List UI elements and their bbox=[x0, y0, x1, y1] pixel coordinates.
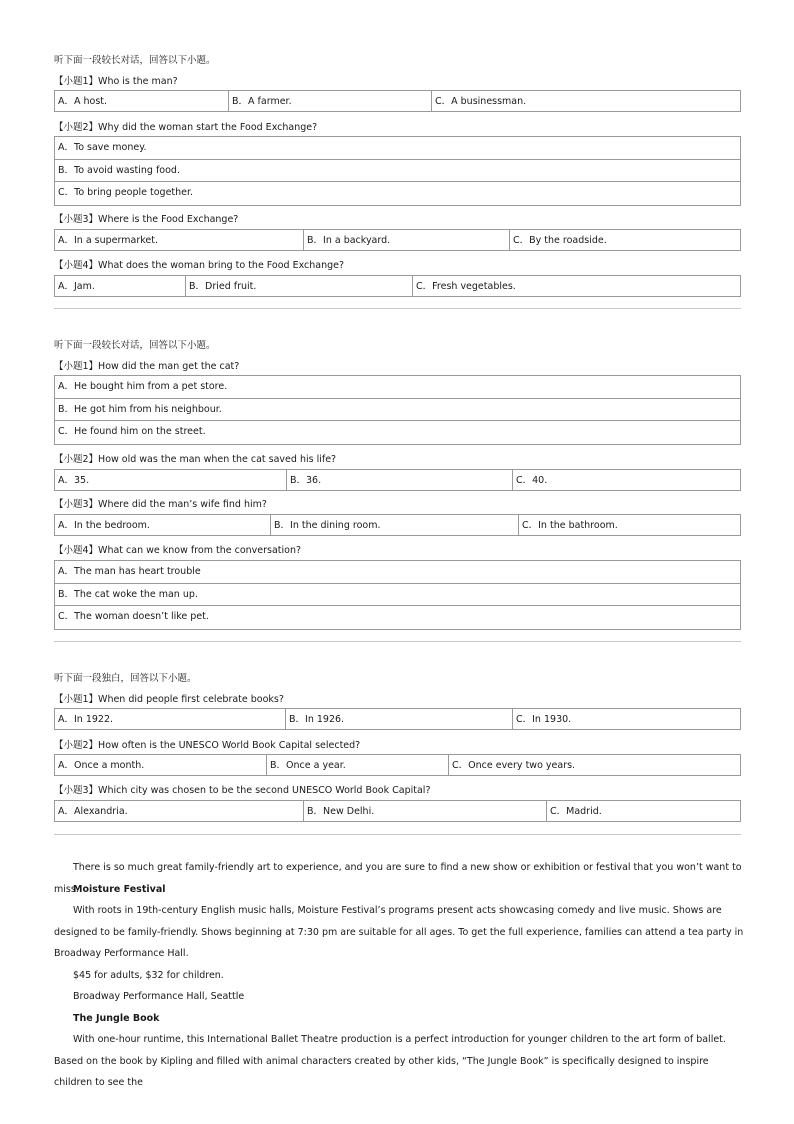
option-b[interactable]: B．In 1926. bbox=[286, 709, 513, 729]
option-a[interactable]: A．A host. bbox=[55, 91, 229, 111]
option-c[interactable]: C．A businessman. bbox=[435, 96, 527, 107]
moisture-festival-paragraph: With roots in 19th-century English music halls, Moisture Festival’s programs present acts showcasing comedy and live music. Shows are designed to be family-friendly. Shows beginning at 7:30 pm are suitable for all ages. To get the full experience, families can attend a tea party in Broadway Performance Hall. bbox=[54, 905, 744, 959]
s1-question-1: 【小题1】Who is the man? bbox=[54, 76, 178, 87]
s1-question-3: 【小题3】Where is the Food Exchange? bbox=[54, 214, 239, 225]
s2-q3-options bbox=[54, 514, 741, 536]
s3-question-2: 【小题2】How often is the UNESCO World Book Capital selected? bbox=[54, 740, 361, 751]
option-a[interactable]: A．In the bedroom. bbox=[55, 515, 271, 535]
s2-question-4: 【小题4】What can we know from the conversation? bbox=[54, 545, 302, 556]
s1-q2-options bbox=[54, 136, 741, 206]
option-b[interactable]: B．New Delhi. bbox=[304, 801, 547, 821]
jungle-book-paragraph: With one-hour runtime, this International Ballet Theatre production is a perfect introduction for younger children to the art form of ballet. Based on the book by Kipling and filled with animal characters created by other kids, “The Jungle Book” is specifically designed to inspire children to see the bbox=[54, 1034, 726, 1088]
section-divider bbox=[54, 641, 741, 642]
s1-question-4: 【小题4】What does the woman bring to the Food Exchange? bbox=[54, 260, 345, 271]
option-c[interactable]: C．Once every two years. bbox=[452, 760, 576, 771]
option-a[interactable]: A．In a supermarket. bbox=[55, 230, 304, 250]
option-a[interactable]: A．35. bbox=[55, 470, 287, 490]
s1-q4-options bbox=[54, 275, 741, 297]
s3-q3-options bbox=[54, 800, 741, 822]
option-b[interactable]: B．He got him from his neighbour. bbox=[55, 399, 740, 422]
option-b[interactable]: B．Once a year. bbox=[267, 755, 449, 775]
section-divider bbox=[54, 834, 741, 835]
s1-question-2: 【小题2】Why did the woman start the Food Exchange? bbox=[54, 122, 318, 133]
option-c[interactable]: C．By the roadside. bbox=[513, 235, 607, 246]
option-a[interactable]: A．To save money. bbox=[55, 137, 740, 160]
moisture-festival-price: $45 for adults, $32 for children. bbox=[73, 970, 224, 981]
option-a[interactable]: A．In 1922. bbox=[55, 709, 286, 729]
option-c[interactable]: C．In the bathroom. bbox=[522, 520, 618, 531]
s2-question-3: 【小题3】Where did the man’s wife find him? bbox=[54, 499, 267, 510]
section-3-intro: 听下面一段独白，回答以下小题。 bbox=[54, 673, 197, 684]
s1-q1-options bbox=[54, 90, 741, 112]
option-c[interactable]: C．In 1930. bbox=[516, 714, 572, 725]
s2-question-2: 【小题2】How old was the man when the cat saved his life? bbox=[54, 454, 337, 465]
option-b[interactable]: B．In a backyard. bbox=[304, 230, 510, 250]
s3-question-3: 【小题3】Which city was chosen to be the second UNESCO World Book Capital? bbox=[54, 785, 431, 796]
section-divider bbox=[54, 308, 741, 309]
option-c[interactable]: C．Madrid. bbox=[550, 806, 602, 817]
s1-q3-options bbox=[54, 229, 741, 251]
option-b[interactable]: B．36. bbox=[287, 470, 513, 490]
s3-question-1: 【小题1】When did people first celebrate books? bbox=[54, 694, 284, 705]
option-c[interactable]: C．He found him on the street. bbox=[58, 426, 206, 437]
s2-q4-options bbox=[54, 560, 741, 630]
option-a[interactable]: A．He bought him from a pet store. bbox=[55, 376, 740, 399]
option-a[interactable]: A．Jam. bbox=[55, 276, 186, 296]
option-a[interactable]: A．Alexandria. bbox=[55, 801, 304, 821]
s2-question-1: 【小题1】How did the man get the cat? bbox=[54, 361, 240, 372]
s2-q1-options bbox=[54, 375, 741, 445]
option-b[interactable]: B．A farmer. bbox=[229, 91, 432, 111]
option-c[interactable]: C．To bring people together. bbox=[58, 187, 194, 198]
section-2-intro: 听下面一段较长对话，回答以下小题。 bbox=[54, 340, 216, 351]
s2-q2-options bbox=[54, 469, 741, 491]
option-b[interactable]: B．To avoid wasting food. bbox=[55, 160, 740, 183]
moisture-festival-place: Broadway Performance Hall, Seattle bbox=[73, 991, 245, 1002]
option-c[interactable]: C．The woman doesn’t like pet. bbox=[58, 611, 209, 622]
reading-intro: There is so much great family-friendly art to experience, and you are sure to find a new show or exhibition or festival that you won’t want to miss. bbox=[54, 862, 742, 895]
option-a[interactable]: A．The man has heart trouble bbox=[55, 561, 740, 584]
s3-q1-options bbox=[54, 708, 741, 730]
option-b[interactable]: B．Dried fruit. bbox=[186, 276, 413, 296]
option-b[interactable]: B．In the dining room. bbox=[271, 515, 519, 535]
option-b[interactable]: B．The cat woke the man up. bbox=[55, 584, 740, 607]
option-c[interactable]: C．40. bbox=[516, 475, 548, 486]
s3-q2-options bbox=[54, 754, 741, 776]
option-a[interactable]: A．Once a month. bbox=[55, 755, 267, 775]
jungle-book-title: The Jungle Book bbox=[73, 1013, 160, 1024]
moisture-festival-title: Moisture Festival bbox=[73, 884, 166, 895]
option-c[interactable]: C．Fresh vegetables. bbox=[416, 281, 516, 292]
section-1-intro: 听下面一段较长对话，回答以下小题。 bbox=[54, 55, 216, 66]
